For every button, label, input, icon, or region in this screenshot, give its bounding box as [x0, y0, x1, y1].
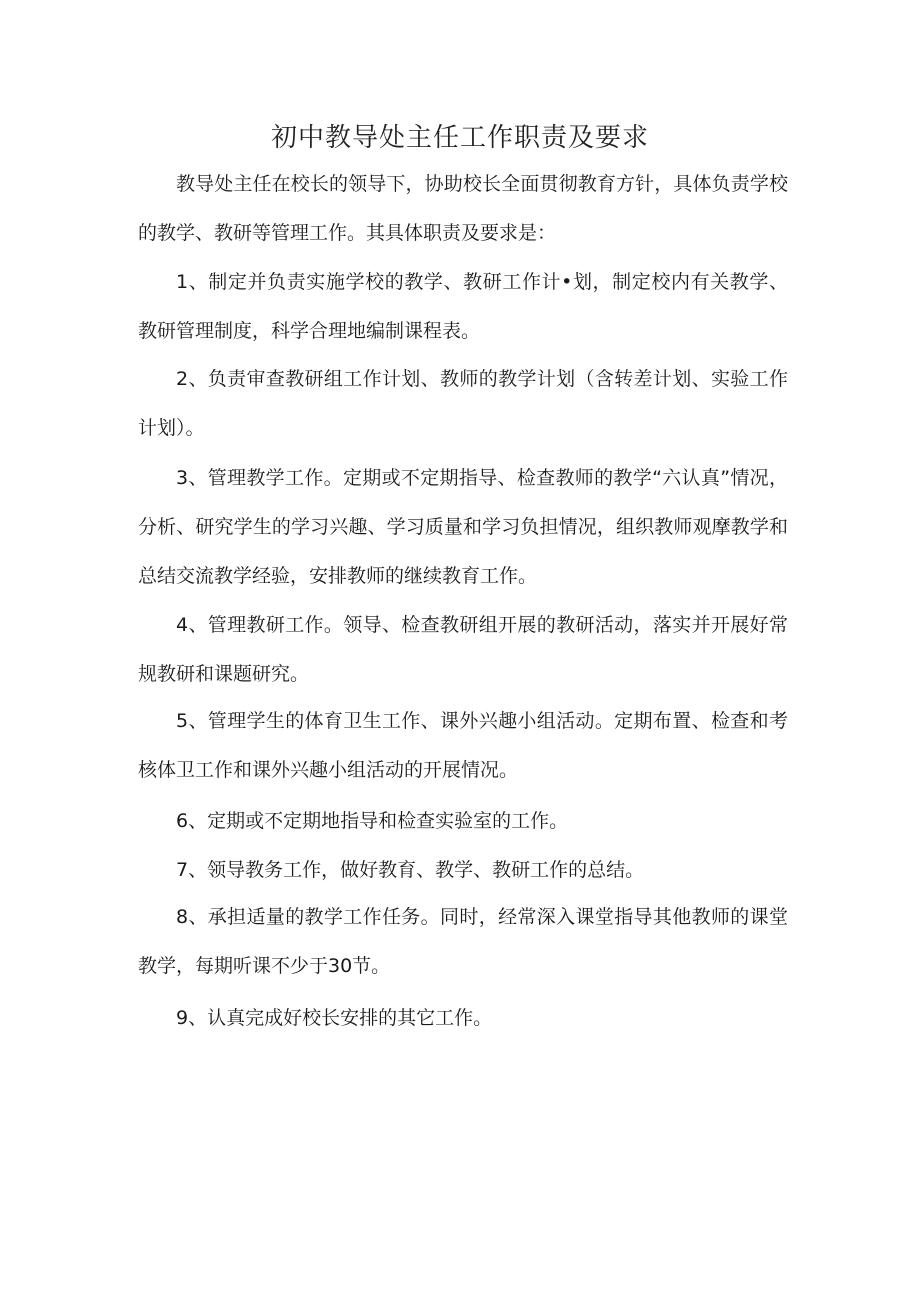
duty-item-1-block: [138, 258, 788, 356]
intro-paragraph-block: [138, 160, 788, 258]
duty-item-4-block: [138, 601, 788, 699]
duty-item-9-block: [138, 994, 788, 1043]
duty-item-1: 1、制定并负责实施学校的教学、教研工作计•划，制定校内有关教学、教研管理制度，科学合理地编制课程表。: [138, 271, 788, 342]
duty-item-8: 8、承担适量的教学工作任务。同时，经常深入课堂指导其他教师的课堂教学，每期听课不少于30节。: [138, 906, 788, 977]
duty-item-8-block: [138, 893, 788, 991]
intro-paragraph: 教导处主任在校长的领导下，协助校长全面贯彻教育方针，具体负责学校的教学、教研等管理工作。其具体职责及要求是：: [138, 173, 788, 244]
duty-item-2: 2、负责审查教研组工作计划、教师的教学计划（含转差计划、实验工作计划）。: [138, 368, 788, 439]
duty-item-9: 9、认真完成好校长安排的其它工作。: [176, 1007, 493, 1029]
duty-item-6: 6、定期或不定期地指导和检查实验室的工作。: [176, 810, 569, 832]
duty-item-6-block: [138, 797, 788, 846]
document-title: 初中教导处主任工作职责及要求: [270, 123, 649, 153]
duty-item-7-block: [138, 846, 788, 895]
duty-item-7: 7、领导教务工作，做好教育、教学、教研工作的总结。: [176, 859, 645, 881]
duty-item-2-block: [138, 355, 788, 453]
duty-item-5-block: [138, 697, 788, 795]
duty-item-4: 4、管理教研工作。领导、检查教研组开展的教研活动，落实并开展好常规教研和课题研究。: [138, 614, 788, 685]
duty-item-3: 3、管理教学工作。定期或不定期指导、检查教师的教学“六认真”情况，分析、研究学生的学习兴趣、学习质量和学习负担情况，组织教师观摩教学和总结交流教学经验，安排教师的继续教育工作。: [138, 467, 788, 587]
duty-item-3-block: [138, 454, 788, 601]
duty-item-5: 5、管理学生的体育卫生工作、课外兴趣小组活动。定期布置、检查和考核体卫工作和课外兴趣小组活动的开展情况。: [138, 710, 788, 781]
